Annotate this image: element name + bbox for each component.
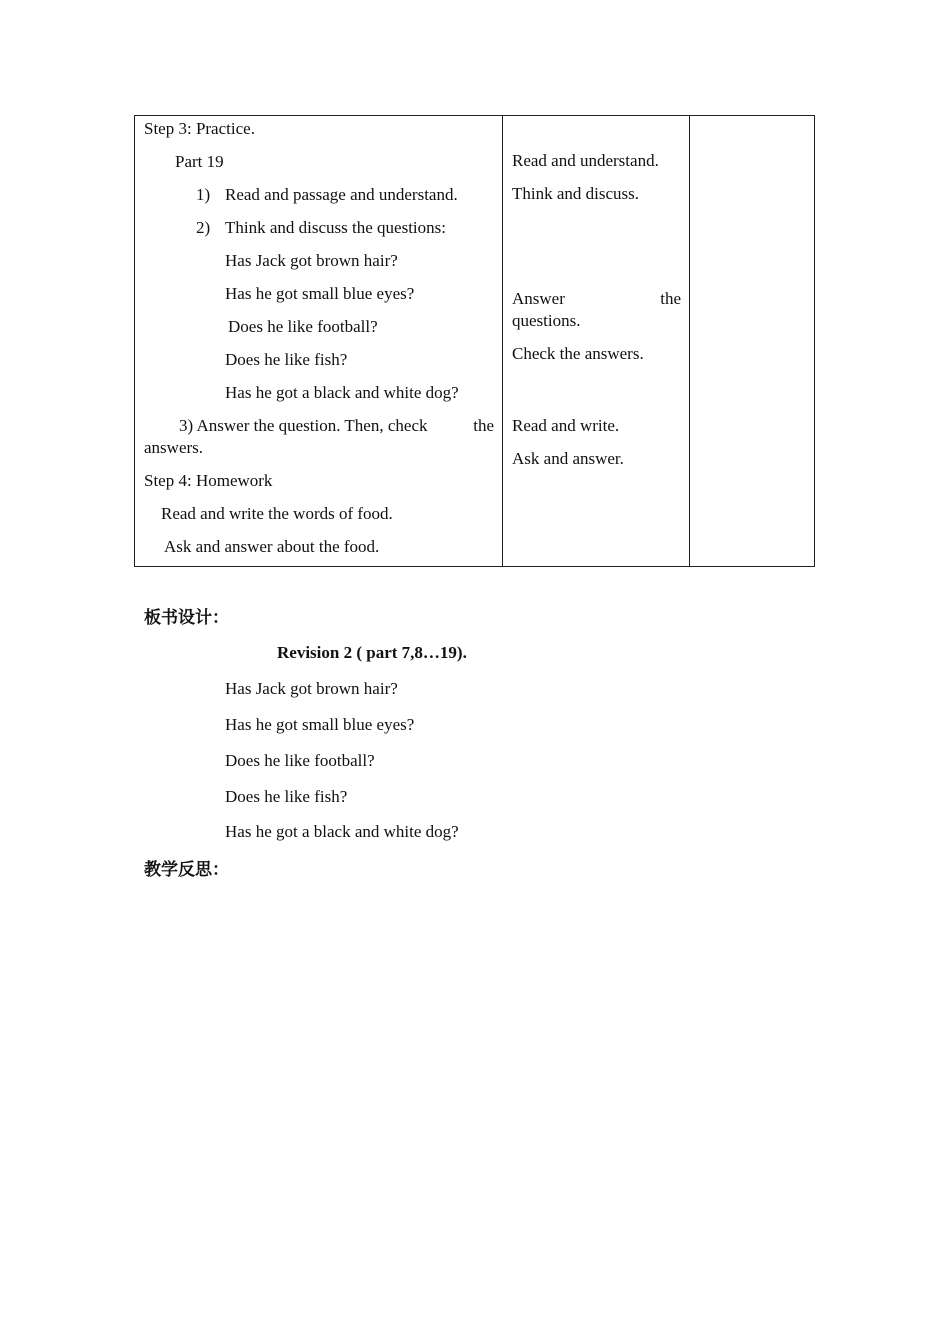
question-2: Has he got small blue eyes?: [225, 284, 415, 303]
board-question-2: Has he got small blue eyes?: [225, 715, 415, 734]
question-1: Has Jack got brown hair?: [225, 251, 398, 270]
item2-number: 2): [196, 218, 211, 237]
item1-number: 1): [196, 185, 211, 204]
question-5: Has he got a black and white dog?: [225, 383, 459, 402]
board-question-1: Has Jack got brown hair?: [225, 679, 398, 698]
reflection-heading: 教学反思：: [144, 860, 229, 880]
part-label: Part 19: [175, 152, 224, 171]
item3-line2: answers.: [144, 438, 204, 457]
student-read-write: Read and write.: [512, 416, 620, 435]
student-check-answers: Check the answers.: [512, 344, 644, 363]
board-question-3: Does he like football?: [225, 751, 375, 770]
student-answer-line: [512, 289, 681, 309]
student-questions-word: questions.: [512, 311, 581, 330]
question-4: Does he like fish?: [225, 350, 348, 369]
item3-line1-end: the: [473, 416, 494, 435]
homework-2: Ask and answer about the food.: [164, 537, 380, 556]
column-divider-2: [689, 116, 690, 566]
board-question-4: Does he like fish?: [225, 787, 348, 806]
question-3: Does he like football?: [228, 317, 378, 336]
step3-heading: Step 3: Practice.: [144, 119, 255, 138]
student-ask-answer: Ask and answer.: [512, 449, 624, 468]
lesson-table: [134, 115, 815, 567]
item3-line1-text: 3) Answer the question. Then, check: [179, 416, 428, 435]
the-word: the: [660, 289, 681, 308]
item1-text: Read and passage and understand.: [225, 185, 458, 204]
answer-word: Answer: [512, 289, 565, 308]
student-read-understand: Read and understand.: [512, 151, 659, 170]
board-question-5: Has he got a black and white dog?: [225, 822, 459, 841]
homework-1: Read and write the words of food.: [161, 504, 393, 523]
item3-line1: [179, 416, 494, 436]
item2-text: Think and discuss the questions:: [225, 218, 446, 237]
board-design-heading: 板书设计：: [144, 608, 229, 628]
student-think-discuss: Think and discuss.: [512, 184, 640, 203]
column-divider-1: [502, 116, 503, 566]
board-title: Revision 2 ( part 7,8…19).: [277, 643, 467, 662]
step4-heading: Step 4: Homework: [144, 471, 273, 490]
